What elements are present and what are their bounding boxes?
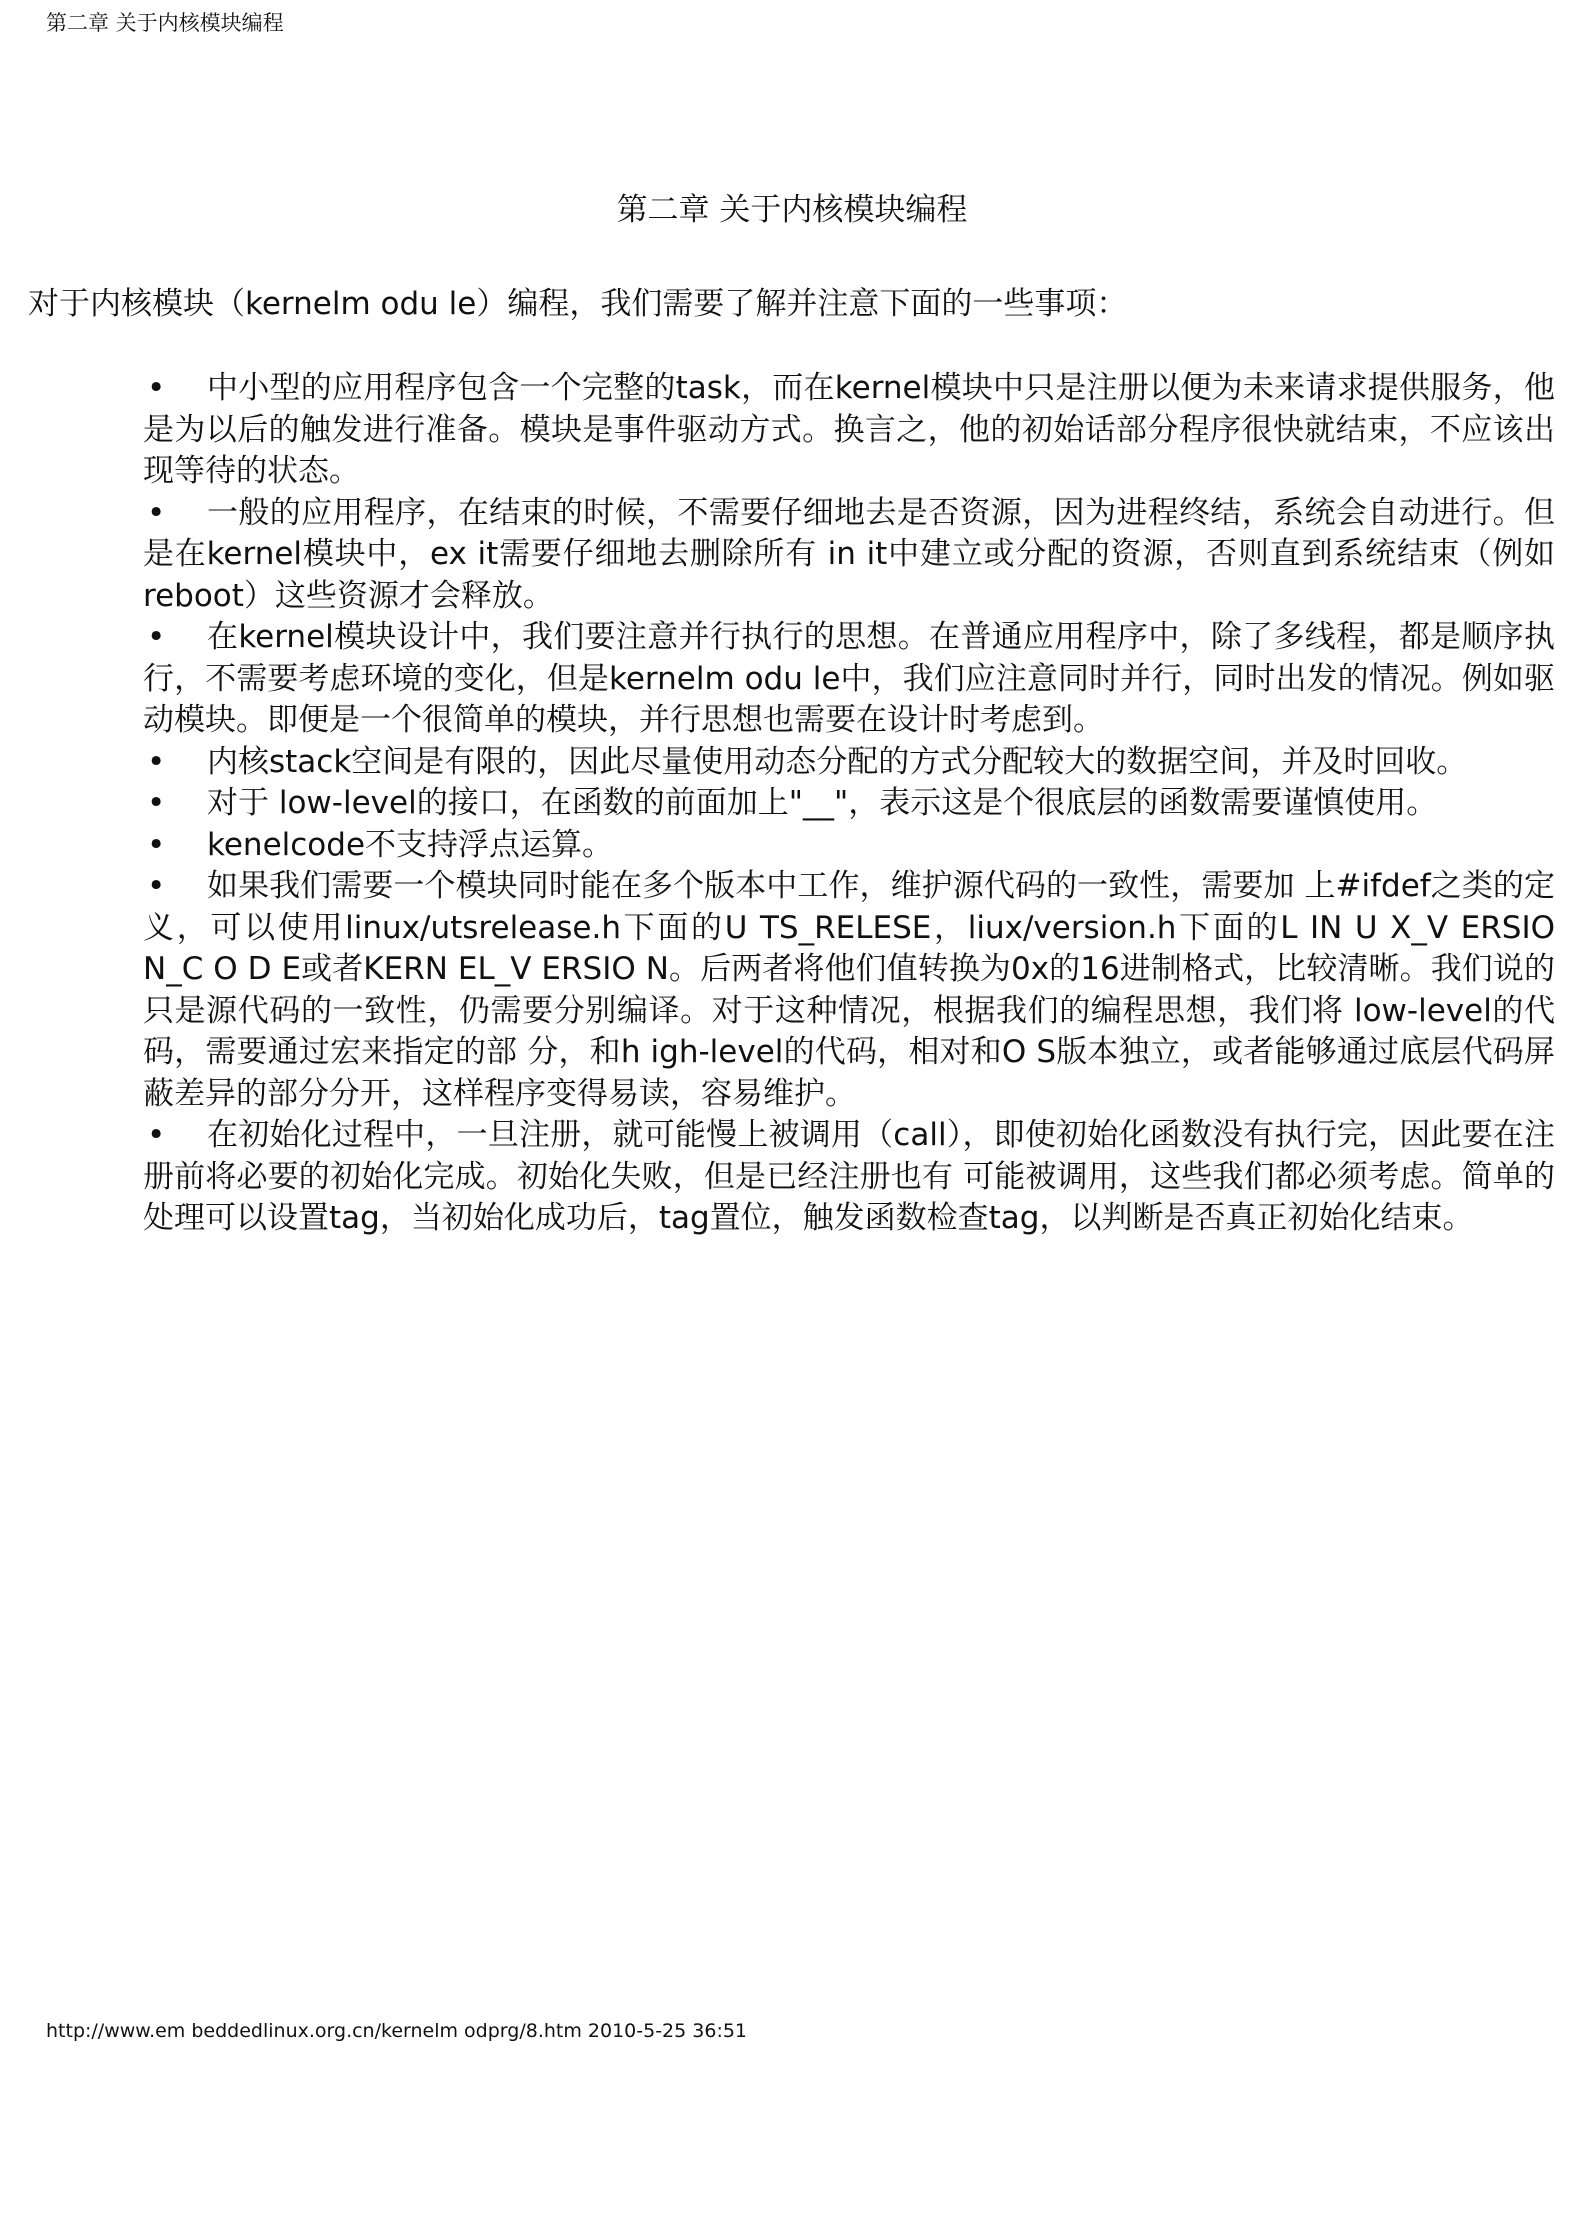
- list-item: [143, 617, 1555, 742]
- list-item: [143, 742, 1555, 784]
- list-item-text: 如果我们需要一个模块同时能在多个版本中工作，维护源代码的一致性，需要加 上#ifdef之类的定义，可以使用linux/utsrelease.h下面的U TS_RELESE，liux/version.h下面的L IN U X_V ERSIO N_C O D E或者KERN EL_V ERSIO N。后两者将他们值转换为0x的16进制格式，比较清晰。我们说的只是源代码的一致性，仍需要分别编译。对于这种情况，根据我们的编程思想，我们将 low-level的代码，需要通过宏来指定的部 分，和h igh-level的代码，相对和O S版本独立，或者能够通过底层代码屏蔽差异的部分分开，这样程序变得易读，容易维护。: [143, 868, 1555, 1112]
- bullet-icon: •: [147, 619, 166, 655]
- bullet-icon: •: [147, 785, 166, 821]
- running-header: 第二章 关于内核模块编程: [46, 11, 284, 35]
- page-title: 第二章 关于内核模块编程: [616, 192, 968, 228]
- list-item-text: 内核stack空间是有限的，因此尽量使用动态分配的方式分配较大的数据空间，并及时回收。: [207, 743, 1468, 780]
- list-item: [143, 493, 1555, 618]
- list-item: [143, 783, 1555, 825]
- list-item-text: 中小型的应用程序包含一个完整的task，而在kernel模块中只是注册以便为未来请求提供服务，他是为以后的触发进行准备。模块是事件驱动方式。换言之，他的初始话部分程序很快就结束，不应该出现等待的状态。: [143, 370, 1555, 489]
- list-item: [143, 825, 1555, 867]
- bullet-icon: •: [147, 370, 166, 406]
- bullet-icon: •: [147, 868, 166, 904]
- bullet-icon: •: [147, 494, 166, 531]
- bullet-icon: •: [147, 743, 166, 780]
- bullet-icon: •: [147, 826, 166, 863]
- list-item: [143, 866, 1555, 1115]
- notes-list: [143, 368, 1555, 1240]
- list-item: [143, 368, 1555, 493]
- list-item: [143, 1115, 1555, 1240]
- list-item-text: 在初始化过程中，一旦注册，就可能慢上被调用（call），即使初始化函数没有执行完，因此要在注册前将必要的初始化完成。初始化失败，但是已经注册也有 可能被调用，这些我们都必须考虑。简单的处理可以设置tag，当初始化成功后，tag置位，触发函数检查tag，以判断是否真正初始化结束。: [143, 1117, 1555, 1236]
- bullet-icon: •: [147, 1117, 166, 1153]
- source-url-footer: http://www.em beddedlinux.org.cn/kernelm odprg/8.htm 2010-5-25 36:51: [46, 2020, 748, 2042]
- list-item-text: 对于 low-level的接口，在函数的前面加上"__"，表示这是个很底层的函数需要谨慎使用。: [207, 785, 1438, 821]
- list-item-text: kenelcode不支持浮点运算。: [207, 826, 614, 863]
- list-item-text: 在kernel模块设计中，我们要注意并行执行的思想。在普通应用程序中，除了多线程，都是顺序执行，不需要考虑环境的变化，但是kernelm odu le中，我们应注意同时并行，同时出发的情况。例如驱动模块。即便是一个很简单的模块，并行思想也需要在设计时考虑到。: [143, 619, 1555, 738]
- intro-paragraph: 对于内核模块（kernelm odu le）编程，我们需要了解并注意下面的一些事项：: [28, 286, 1128, 322]
- list-item-text: 一般的应用程序，在结束的时候，不需要仔细地去是否资源，因为进程终结，系统会自动进行。但是在kernel模块中，ex it需要仔细地去删除所有 in it中建立或分配的资源，否则直到系统结束（例如reboot）这些资源才会释放。: [143, 494, 1555, 614]
